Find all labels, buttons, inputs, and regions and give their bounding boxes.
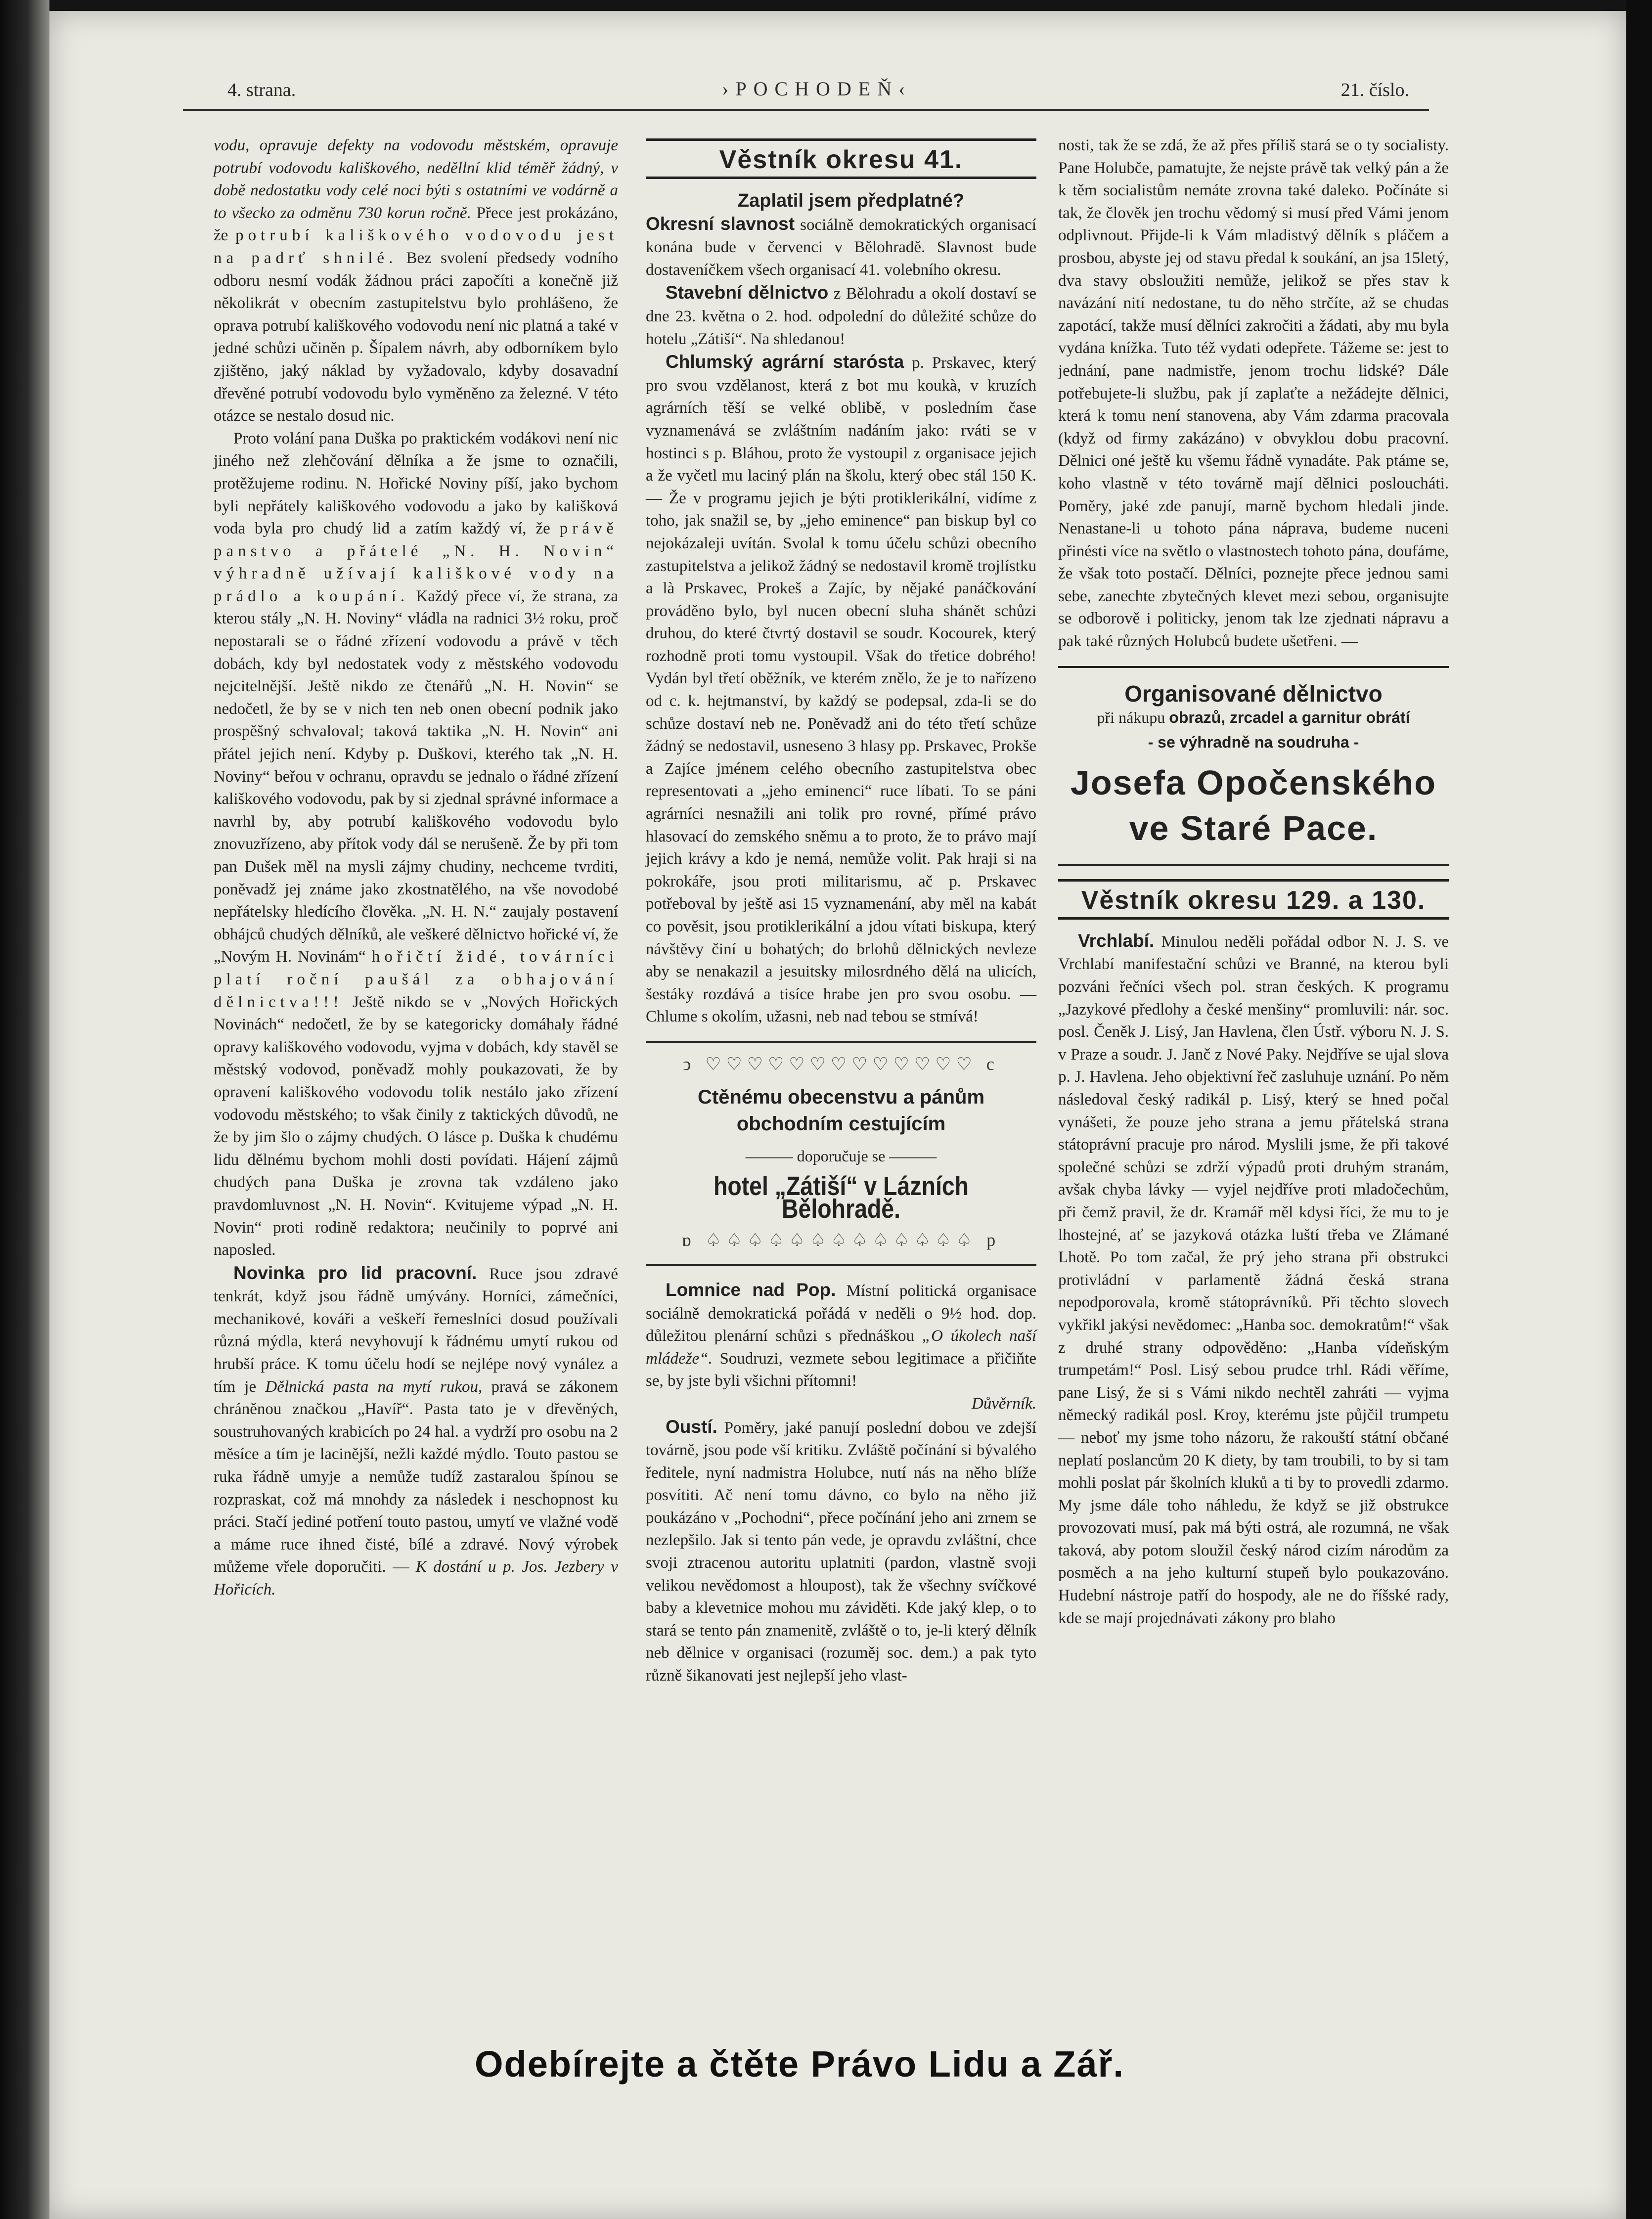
spaced-text: hořičtí židé, továrníci platí roční paušál za obhajování dělnictva!!!: [214, 948, 618, 1011]
lead-text: Chlumský agrární starósta: [666, 352, 904, 372]
issue-number: 21. číslo.: [1340, 80, 1409, 100]
advert-line: [1058, 730, 1449, 754]
advert-subline: ——— doporučuje se ———: [745, 1147, 937, 1165]
lead-text: Okresní slavnost: [646, 213, 795, 234]
text: Proto volání pana Duška po praktickém vodákovi není nic jiného než zlehčování dělníka a že jsme to označili, protěžujeme rodinu. N. Hořické Noviny píší, jako bychom byli nepřátely kališkového vodovodu a jako by kališková voda byla pro chudý lid a zatím každý ví, že: [214, 429, 618, 538]
column-2: [646, 134, 1036, 1687]
article-ousti-continued: nosti, tak že se zdá, že až přes příliš stará se o ty socialisty. Pane Holubče, pamatujte, že nejste právě tak velký pán a že k těm socialistům nemáte zrovna také daleko. Počínáte si tak, že člověk jen trochu vědomý si musí před Vámi jenom odplivnout. Přijde-li k Vám mladistvý dělník s pláčem a prosbou, abyste jej od stavu předal k soukání, an jsa 15letý, dva stavy obsloužiti nemůže, jelikož se přes stav k navázání nití nedostane, tu do něho strčíte, až se chudas zapotácí, takže musí dělníci zakročiti a žádati, aby mu byla vydána knížka. Tuto též vydati odepřete. Tážeme se: jest to jednání, pane nadmistře, jenom trochu lidské? Dále potřebujete-li službu, pak jí zaplaťte a nežádejte dělnici, která k tomu není stanovena, aby Vám zdarma pracovala (když od firmy zakázáno) v obvyklou dobu pracovní. Dělnici oné ještě ku všemu řádně vynadáte. Pak ptáme se, koho vlastně v této továrně mají dělnici posloucháti. Poměry, jaké zde panují, marně bychom hledali jinde. Nenastane-li u tohoto pána náprava, budeme nuceni přinésti více na světlo o vlastnostech tohoto pána, doufáme, že však toto postačí. Dělníci, poznejte přece jednou sami sebe, zanechte zbytečných klevet mezi sebou, organisujte se odborově i politicky, jenom tak lze zjednati nápravu a pak také různých Holubců budete ušetřeni. —: [1058, 136, 1449, 651]
text: Soudruzi, vezmete sebou legitimace a přičiňte se, by jste byli všichni přítomni!: [646, 1349, 1037, 1390]
advert-hotel-name: hotel „Zátiší“ v Lázních Bělohradě.: [713, 1171, 969, 1224]
text: pravá se zákonem chráněnou značkou „Havíř“. Pasta tato je v dřevěných, soustruhovaných krabicích po 24 hal. a vydrží pro osobu na 2 měsíce a tím je lacinější, nežli každé mýdlo. Touto pastou se ruka řádně umyje a nemůže tudíž zastaralou špínou se rozpraskat, což má mnohdy za následek i neschopnost ku práci. Stačí jediné potření touto pastou, umytí ve vlažné vodě a máme ruce ihned čisté, bílé a zdravé. Nový výrobek můžeme vřele doporučiti. —: [214, 1377, 618, 1576]
column-1: [214, 134, 618, 1601]
article-okresni-slavnost: [646, 213, 1036, 282]
text: z Bělohradu a okolí dostaví se dne 23. května o 2. hod. odpolední do důležité schůze do hotelu „Zátiší“. Na shledanou!: [646, 285, 1036, 348]
page-header: [183, 74, 1429, 111]
section-title-okres-129-130: Věstník okresu 129. a 130.: [1058, 879, 1449, 920]
advert-line: [1058, 705, 1449, 730]
spaced-text: právě panstvo a přátelé „N. H. Novin“ výhradně užívají kališkové vody na prádlo a koupání.: [214, 520, 619, 605]
text: Místní politická organisace sociálně demokratická pořádá v neděli o 9½ hod. dop. důležitou plenární schůzi s přednáškou: [646, 1282, 1036, 1345]
article-vrchlabi: [1058, 930, 1449, 1630]
footer-slogan: Odebírejte a čtěte Právo Lidu a Zář.: [475, 2043, 1124, 2085]
lead-text: Vrchlabí.: [1078, 930, 1155, 951]
lead-text: Stavební dělnictvo: [666, 282, 829, 303]
lead-text: Oustí.: [666, 1416, 717, 1437]
right-page-edge: [1626, 0, 1652, 2219]
heart-ornament-row: ↄ ♡♡♡♡♡♡♡♡♡♡♡♡♡ c: [683, 1054, 999, 1074]
article-ousti: [646, 1416, 1036, 1687]
advert-opocensky: [1058, 666, 1449, 867]
advert-firm-place: ve Staré Pace.: [1129, 809, 1378, 848]
text: při nákupu: [1097, 709, 1165, 727]
article-chlumsky: [646, 351, 1036, 1028]
article-stavebni-delnictvo: [646, 281, 1036, 351]
section-title-okres-41: Věstník okresu 41.: [646, 138, 1036, 179]
italic-text: K dostání u p. Jos. Jezbery v Hořicích.: [214, 1558, 618, 1598]
binding-edge: [0, 0, 49, 2219]
italic-text: Dělnická pasta na mytí rukou,: [265, 1377, 483, 1396]
paragraph: [214, 428, 618, 1262]
column-3: [1058, 134, 1449, 1630]
advert-firm-name: Josefa Opočenského: [1070, 763, 1437, 802]
text: Každý přece ví, že strana, za kterou stály „N. H. Noviny“ vládla na radnici 3½ roku, proč nepostarali se o řádné zřízení vodovodu a právě v těch dobách, kdy byl nedostatek vody z městského vodovodu nejcitelnější. Ještě nikdo ze čtenářů „N. H. Novin“ se nedočetl, že by se v nich ten neb onen obecní podnik jako prospěšný schvaloval; taková taktika „N. H. Novin“ ani přátel jejich není. Kdyby p. Duškovi, kterého tak „N. H. Noviny“ beřou v ochranu, opravdu se jednalo o řádné zřízení kališkového vodovodu, pak by si zjednal správné informace a navrhl by, aby potrubí kališkového vodovodu bylo znovuzřízeno, aby přítok vody dál se nerušeně. Že by při tom pan Dušek měl na mysli zájmy chudiny, nechceme tvrditi, poněvadž jej známe jako zkostnatělého, na vše novodobé nepřátelsky hledícího člověka. „N. H. N.“ zaujaly postavení obhájců chudých dělníků, ale veškeré dělnictvo hořické ví, že „Novým H. Novinám“: [214, 587, 618, 966]
text: Minulou neděli pořádal odbor N. J. S. ve Vrchlabí manifestační schůzi ve Branné, na kterou byli pozváni řečníci všech pol. stran českých. K programu „Jazykové předlohy a české menšiny“ promluvili: nár. soc. posl. Čeněk J. Lisý, Jan Havlena, člen Ústř. výboru N. J. S. v Praze a soudr. J. Janč z Nové Paky. Nejdříve se ujal slova p. J. Havlena. Jeho objektivní řeč zasluhuje uznání. Po něm následoval český radikál p. Lisý, který se hned počal vynášeti, že pouze jeho strana a jemu přátelská strana státoprávní pracuje pro národ. Myslili jsme, že při takové společné schůzi se zdrží výpadů proti druhým stranám, avšak chyba lávky — vyjel nejdříve proti mladočechům, při čemž pravil, že dr. Kramář měl kdysi říci, že mu to je lhostejné, ať se jazyková otázka luští třeba ve Zlámané Lhotě. Po tom začal, že prý jeho strana při obstrukci protivládní v parlamentě žádná česká strana nepodporovala, kromě státoprávníků. Při těchto slovech vykřikl jakýsi nevědomec: „Hanba soc. demokratům!“ však z druhé strany odpověděno: „Hanba vídeňským trumpetám!“ Posl. Lisý sebou prudce trhl. Rádi věříme, pane Lisý, že si s Vámi nikdo nechtěl zahráti — vyjma německý radikál posl. Kroy, kterému jste půjčil trumpetu — neboť my jsme toho názoru, že rakouští státní občané neplatí poslancům 20 K diety, by tam troubili, to by si tam mohli poslat pár školních kluků a ti by to provedli zdarmo. My jsme dále toho náhledu, že když se již obstrukce provozovati musí, pak má býti ostrá, ale rozumná, ne však taková, aby potom sloužil český národ cizím národům za posměch a na jeho kulturní stupeň bylo poukazováno. Hudební nástroje patří do hospody, ale ne do říšské rady, kde se mají projednávati zákony pro blaho: [1058, 932, 1449, 1627]
advert-heading: Organisované dělnictvo: [1124, 680, 1383, 707]
text: Přece jest prokázáno, že: [214, 204, 618, 245]
bold-text: - se výhradně na soudruha -: [1148, 733, 1359, 752]
text: Ruce jsou zdravé tenkrát, když jsou řádně umývány. Horníci, zámečníci, mechanikové, kováři a veškeří řemeslníci dosud používali různá mýdla, která nevyhovují k řádnému umytí rukou od hrubší práce. K tomu účelu hodí se nejlépe nový vynález a tím je: [214, 1265, 619, 1396]
advert-heading: Ctěnému obecenstvu a pánům obchodním cestujícím: [697, 1086, 985, 1135]
article-lomnice: [646, 1279, 1036, 1393]
heart-ornament-row: ɒ ♤♤♤♤♤♤♤♤♤♤♤♤♤ p: [681, 1230, 1001, 1250]
italic-text: vodu, opravuje defekty na vodovodu městském, opravuje potrubí vodovodu kališkového, neděllní klid téměř žádný, v době nedostatku vody celé noci býti s ostatními ve vodárně a to všecko za odměnu 730 korun ročně.: [214, 136, 618, 222]
spaced-text: potrubí kališkového vodovodu jest na padrť shnilé.: [214, 226, 618, 267]
masthead-title: ›POCHODEŇ‹: [722, 78, 912, 100]
bold-text: obrazů, zrcadel a garnitur obrátí: [1169, 709, 1410, 727]
text: Ještě nikdo se v „Nových Hořických Novinách“ nedočetl, že by se kategoricky domáhaly řádné opravy kališkového vodovodu, vyjma v dobách, kdy stavěl se městský vodovod, poněvadž mohly poukazovati, že by opravení kališkového vodovodu tolik nestálo jako zřízení vodovodu městského; to však činily z taktických důvodů, ne že by jim šlo o zájmy chudých. O lásce p. Duška k chudému lidu dělnému bychom mohli dosti povídati. Hájení zájmů chudých pana Duška je zrovna tak vzdáleno jako pravdomluvnost „N. H. Novin“. Kvitujeme výpad „N. H. Novin“ proti rodině redaktora; neučinily to poprvé ani naposled.: [214, 993, 618, 1259]
page-number: 4. strana.: [227, 80, 296, 100]
text: Bez svolení předsedy vodního odboru nesmí vodák žádnou práci započíti a konečně již několikrát v obecním zastupitelstvu bylo prohlášeno, že oprava potrubí kališkového vodovodu není nic platná a také v jedné schůzi učiněn p. Šípalem návrh, aby odborníkem bylo zjištěno, jaký náklad by vyžadovalo, kdyby dosavadní dřevěné potrubí vodovodu bylo vyměněno za železné. V této otázce se nestalo dosud nic.: [214, 249, 618, 425]
text: p. Prskavec, který pro svou vzdělanost, která z bot mu koukà, v kruzích agrárních těší se velké oblibě, v posledním čase vyznamenává se zvláštním nadáním jako: rváti se v hostinci s p. Bláhou, proto že vystoupil z organisace jejich a že vyčetl mu laciný plán na školu, který obec stál 150 K. — Že v programu jejich je býti protiklerikální, vidíme z toho, jak snažil se, by „jeho eminence“ pan biskup byl co nejokázaleji uvítán. Svolal k tomu účelu schůzi obecního zastupitelstva a jelikož žádný se nedostavil kromě trojlístku a là Prskavec, Prokeš a Zajíc, by nějaké panáčkování prováděno bylo, byl nucen obecní sluha shánět schůzi druhou, do které čtvrtý dostavil se soudr. Kocourek, který rozhodně proti tomu vystoupil. Však do třetice dobrého! Vydán byl třetí oběžník, ve kterém znělo, že je to nařízeno od c. k. hejtmanství, by každý se podepsal, zda-li se do schůze dostaví neb ne. Poněvadž ani do této třetí schůze žádný se nedostavil, usneseno 3 hlasy pp. Prskavec, Prokše a Zajíce jménem celého obecního zastupitelstva obec representovati a „jeho eminenci“ ruce líbati. To se páni agrárníci nesnažili ani tolik pro rovné, přímé právo hlasovací do zemského sněmu a to proto, že to právo mají jejich krávy a kdo je nemá, nemůže volit. Pak hraji si na pokrokáře, jsou proti militarismu, ač p. Prskavec potřeboval by ještě asi 15 vyznamenání, aby měl na kabát co pověsit, jsou protiklerikální a jdou vítati biskupa, který návštěvy činí u bohatých; do brlohů dělnických nevleze aby se nenakazil a jesuitsky milosrdného dělá na ulicích, šestáky rozdává a tisíce hrabe jen pro svou osobu. — Chlume s okolím, užasni, neb nad tebou se stmívá!: [646, 354, 1036, 1026]
article-vodovod: [214, 134, 618, 428]
text: sociálně demokratických organisací konána bude v červenci v Bělohradě. Slavnost bude dostaveníčkem všech organisací 41. volebního okresu.: [646, 216, 1037, 279]
advert-hotel-zatisi: [646, 1041, 1036, 1266]
text: Poměry, jaké panují poslední dobou ve zdejší továrně, jsou pode vší kritiku. Zvláště počínání si bývalého ředitele, nyní nadmistra Holubce, nutí nás na něho blíže posvítiti. Ač není tomu dávno, co bylo na něho již poukázáno v „Pochodni“, přece počínání jeho ani zrnem se nezlepšilo. Jak si tento pán vede, je opravdu zvláštní, chce svoji ztracenou autoritu uplatniti (pardon, vlastně svoji velikou nevědomost a hloupost), tak že všechny svíčkové baby a klevetnice mohou mu záviděti. Kde jaký klep, o to stará se tento pán znamenitě, zvláště o to, je-li který dělník neb dělnice v organisaci (rozuměj soc. dem.) a pak tyto různě šikanovati jest nejlepší jeho vlast-: [646, 1419, 1036, 1685]
italic-text: „O úkolech naší mládeže“.: [646, 1327, 1036, 1368]
headline-zaplatil: Zaplatil jsem předplatné?: [737, 190, 965, 211]
signature-duvernik: Důvěrník.: [971, 1394, 1036, 1413]
lead-text: Lomnice nad Pop.: [666, 1279, 836, 1300]
article-novinka: [214, 1262, 618, 1601]
headline-novinka: Novinka pro lid pracovní.: [233, 1262, 477, 1283]
